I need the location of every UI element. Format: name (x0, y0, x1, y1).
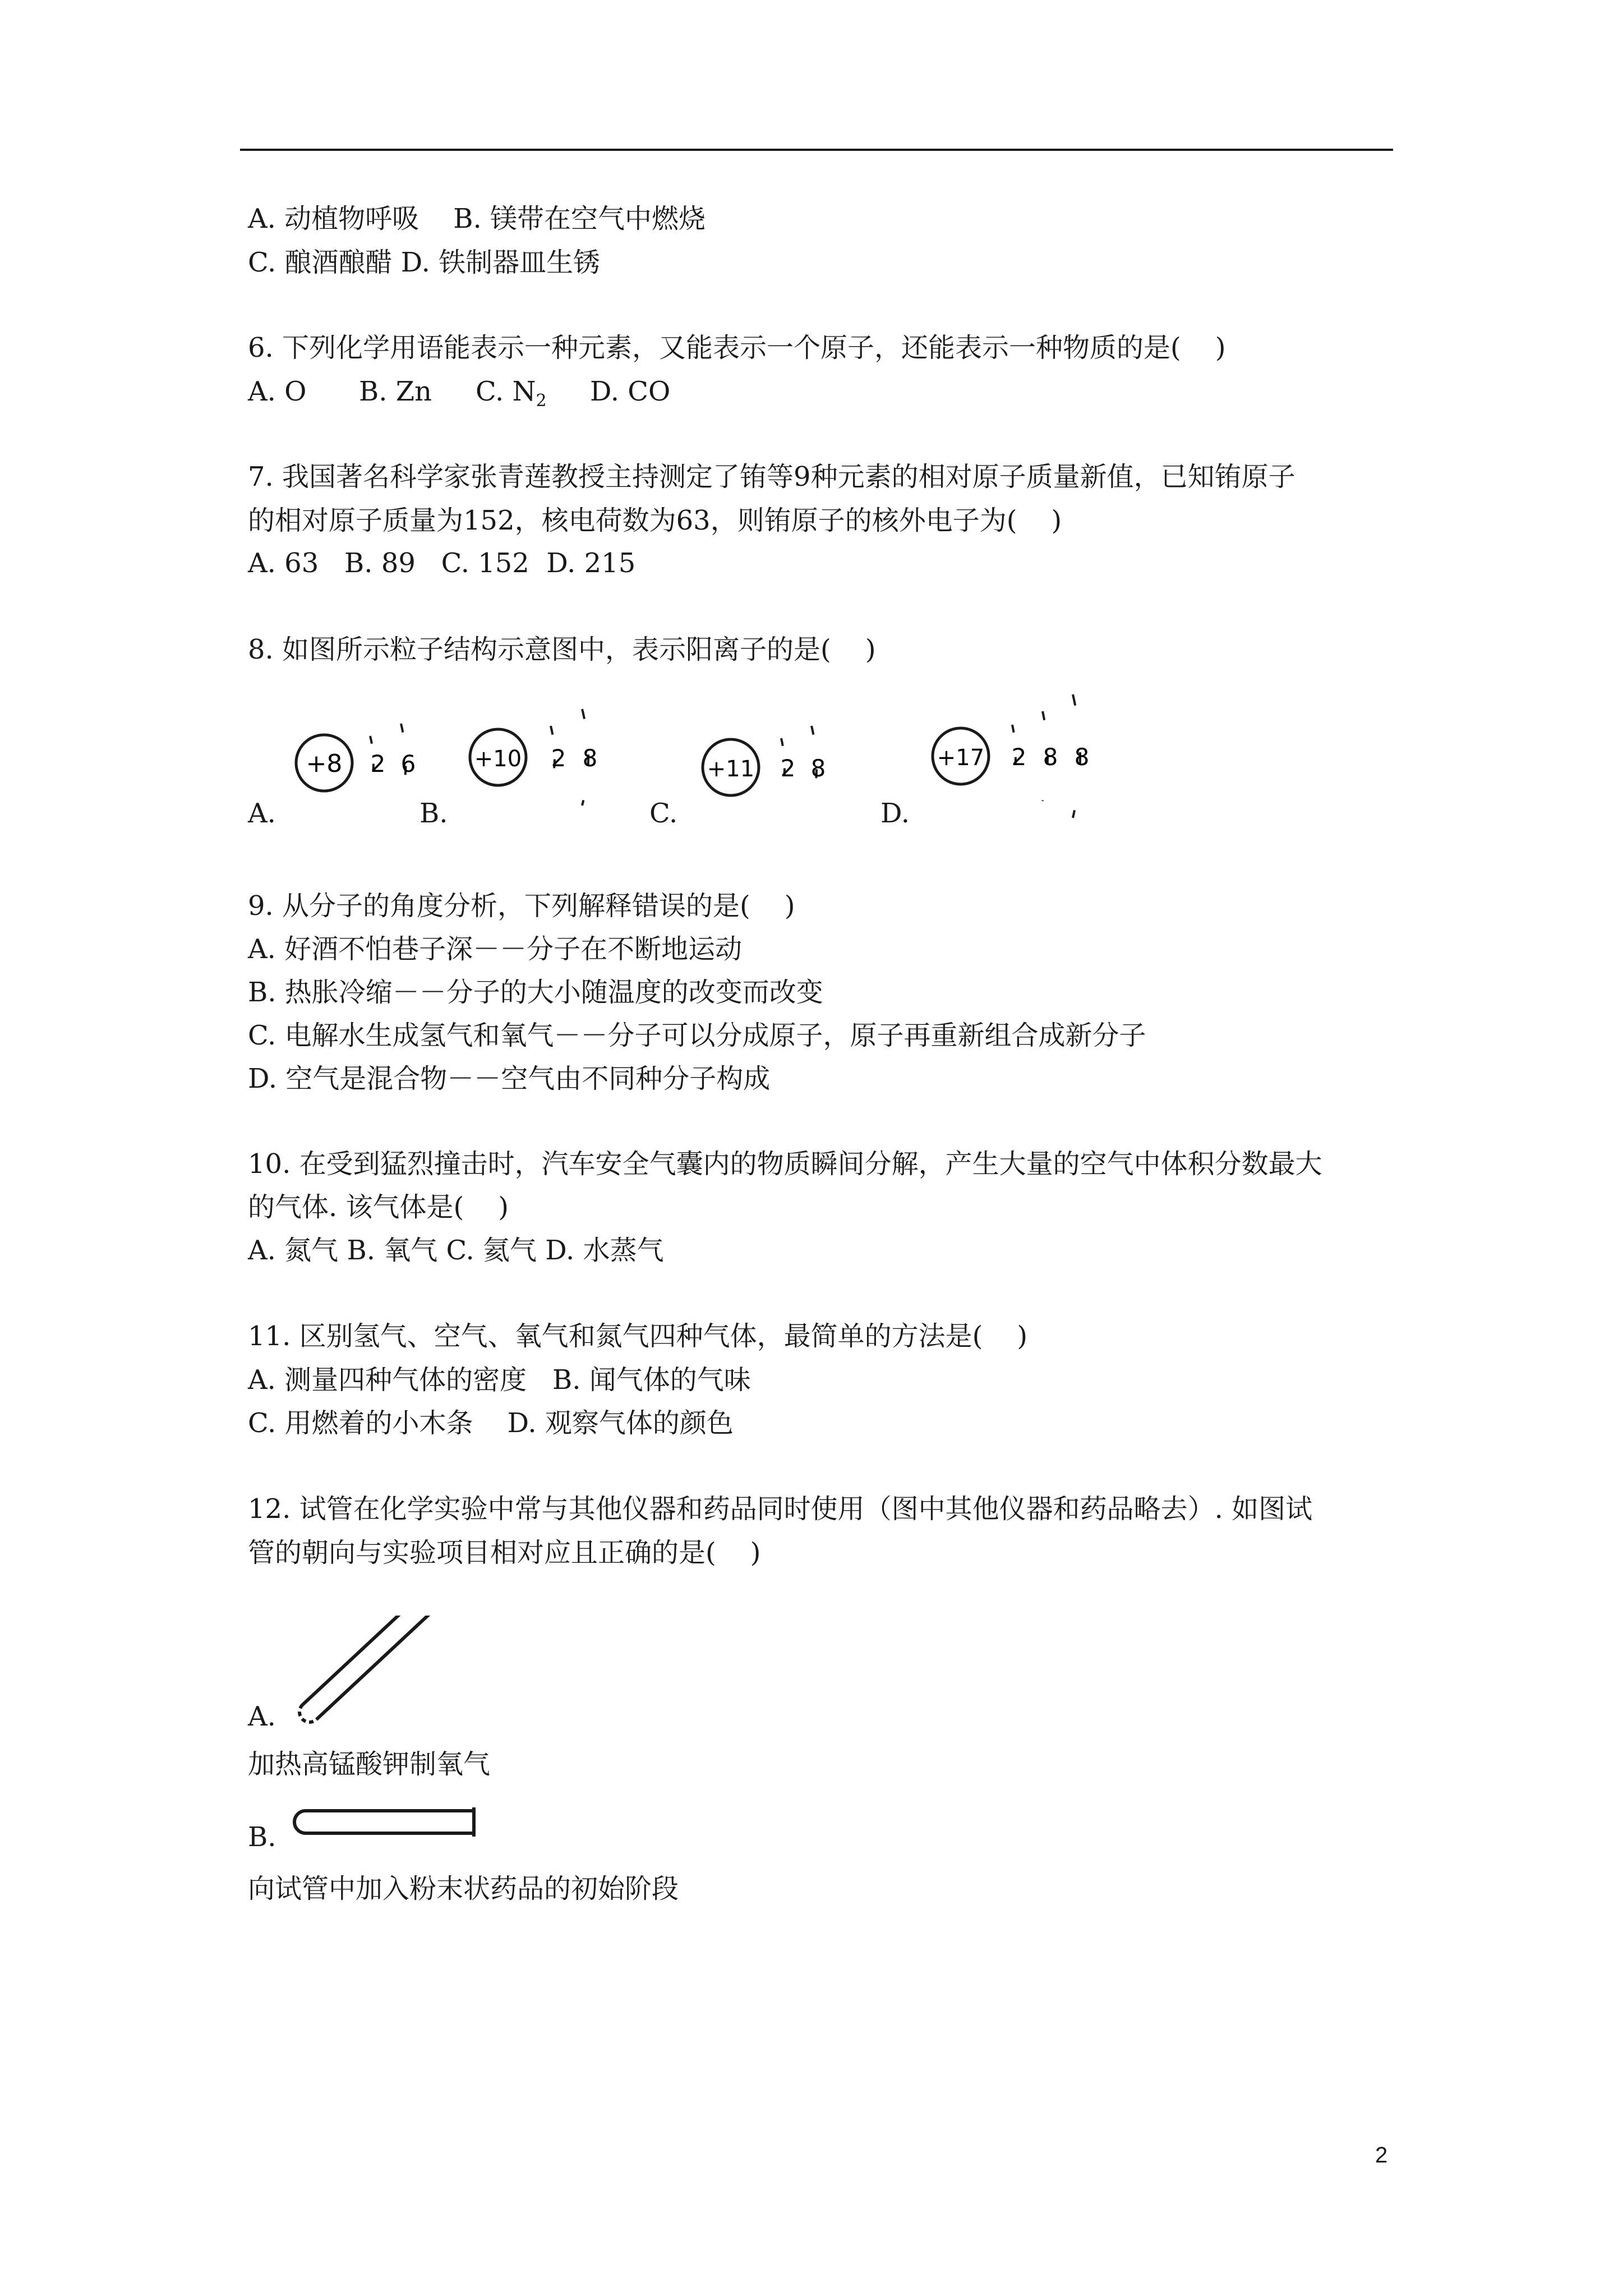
atom-diagram-b (460, 696, 606, 830)
test-tube-bottom (294, 1811, 306, 1833)
q6-stem: 6. 下列化学用语能表示一种元素，又能表示一个原子，还能表示一种物质的是( ) (248, 332, 1226, 364)
q8-label-a: A. (248, 798, 276, 829)
q6-option-c-subscript: 2 (536, 391, 547, 411)
shell-electron-count: 2 (370, 750, 386, 777)
q10-options: A. 氮气 B. 氧气 C. 氦气 D. 水蒸气 (248, 1235, 664, 1266)
shell-electron-count: 2 (1011, 743, 1027, 771)
q7-options: A. 63 B. 89 C. 152 D. 215 (248, 547, 636, 579)
header-rule (240, 149, 1393, 151)
shell-electron-count: 6 (400, 750, 416, 777)
shell-electron-count: 8 (810, 754, 826, 782)
q9-option-d: D. 空气是混合物－－空气由不同种分子构成 (248, 1063, 771, 1094)
q10-stem-line1: 10. 在受到猛烈撞击时，汽车安全气囊内的物质瞬间分解，产生大量的空气中体积分数最大 (248, 1148, 1322, 1180)
q6-option-a: A. O (248, 376, 307, 407)
atom-diagram-c (693, 701, 833, 830)
atom-diagram-d (923, 684, 1108, 830)
q8-stem: 8. 如图所示粒子结构示意图中，表示阳离子的是( ) (248, 634, 876, 665)
test-tube-horizontal-figure (289, 1805, 479, 1839)
q8-label-d: D. (880, 798, 910, 829)
q12-stem-line2: 管的朝向与实验项目相对应且正确的是( ) (248, 1537, 761, 1568)
test-tube-bottom (296, 1705, 317, 1727)
shell-electron-count: 8 (1043, 743, 1058, 771)
q12-stem-line1: 12. 试管在化学实验中常与其他仪器和药品同时使用（图中其他仪器和药品略去）. 如图试 (248, 1493, 1313, 1525)
shell-electron-count: 2 (780, 754, 796, 782)
q6-option-c-main: C. N (476, 376, 536, 407)
test-tube-body (301, 1616, 454, 1722)
q6-option-c (476, 375, 547, 418)
q7-stem-line2: 的相对原子质量为152，核电荷数为63，则铕原子的核外电子为( ) (248, 505, 1062, 536)
shell-electron-count: 8 (1074, 743, 1090, 771)
q10-stem-line2: 的气体. 该气体是( ) (248, 1191, 509, 1223)
atom-diagram-a (286, 701, 421, 830)
q12-caption-b: 向试管中加入粉末状药品的初始阶段 (248, 1873, 679, 1904)
test-tube-body (306, 1807, 474, 1837)
q5-options-line1: A. 动植物呼吸 B. 镁带在空气中燃烧 (248, 203, 706, 234)
q11-options-line1: A. 测量四种气体的密度 B. 闻气体的气味 (248, 1364, 751, 1396)
test-tube-tilted-figure (286, 1616, 454, 1733)
q11-options-line2: C. 用燃着的小木条 D. 观察气体的颜色 (248, 1407, 734, 1439)
q8-label-b: B. (419, 798, 448, 829)
shell-electron-count: 8 (582, 744, 598, 772)
nucleus-charge: +11 (707, 756, 755, 782)
q12-label-b: B. (248, 1821, 276, 1853)
q6-option-d: D. CO (590, 376, 671, 407)
shell-electron-count: 2 (551, 744, 566, 772)
nucleus-charge: +17 (937, 745, 985, 771)
q9-option-b: B. 热胀冷缩－－分子的大小随温度的改变而改变 (248, 977, 823, 1008)
q5-options-line2: C. 酿酒酿醋 D. 铁制器皿生锈 (248, 247, 601, 278)
q9-stem: 9. 从分子的角度分析，下列解释错误的是( ) (248, 890, 795, 922)
page-number: 2 (1375, 2143, 1388, 2168)
q8-label-c: C. (649, 798, 678, 829)
nucleus-charge: +8 (306, 749, 343, 778)
q12-caption-a: 加热高锰酸钾制氧气 (248, 1749, 491, 1780)
q12-label-a: A. (248, 1701, 276, 1732)
q9-option-c: C. 电解水生成氢气和氧气－－分子可以分成原子，原子再重新组合成新分子 (248, 1020, 1146, 1051)
q11-stem: 11. 区别氢气、空气、氧气和氮气四种气体，最简单的方法是( ) (248, 1320, 1028, 1352)
nucleus-charge: +10 (474, 746, 522, 772)
q7-stem-line1: 7. 我国著名科学家张青莲教授主持测定了铕等9种元素的相对原子质量新值，已知铕原子 (248, 461, 1295, 493)
q9-option-a: A. 好酒不怕巷子深－－分子在不断地运动 (248, 933, 743, 965)
q6-option-b: B. Zn (359, 376, 432, 407)
